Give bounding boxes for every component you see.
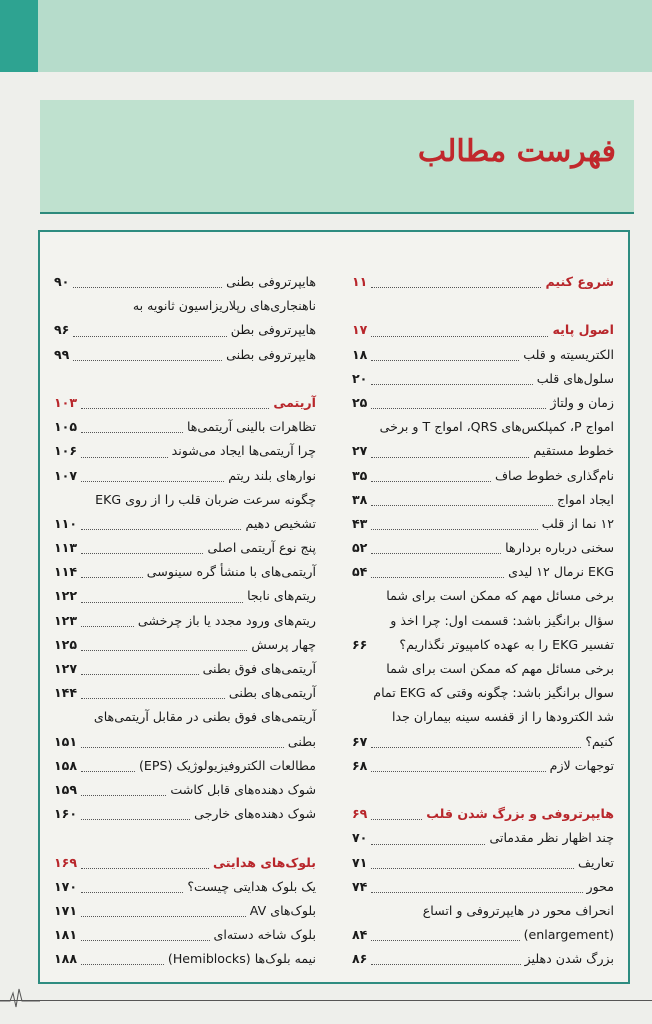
- toc-page-number: ۳۸: [352, 491, 368, 507]
- toc-entry-title: تعاریف: [577, 854, 614, 870]
- toc-section-heading[interactable]: [352, 270, 614, 294]
- toc-entry-title: نوارهای بلند ریتم: [228, 467, 316, 483]
- toc-page-number: ۱۷۰: [54, 878, 78, 894]
- toc-entry-title: تفسیر EKG را به عهده کامپیوتر نگذاریم؟: [399, 636, 614, 652]
- toc-frame: [38, 230, 630, 984]
- toc-entry-title: (enlargement): [523, 927, 614, 943]
- toc-entry-title: اصول پایه: [552, 322, 614, 338]
- toc-page-number: ۱۸۱: [54, 927, 78, 943]
- toc-page-number: ۷۴: [352, 878, 368, 894]
- toc-entry-title: شروع کنیم: [545, 274, 614, 289]
- toc-page-number: ۶۸: [352, 757, 368, 773]
- toc-entry-title: ایجاد امواج: [557, 491, 614, 507]
- toc-page-number: ۱۲۲: [54, 588, 78, 604]
- toc-entry-title: هایپرتروفی و بزرگ شدن قلب: [426, 806, 614, 822]
- toc-leader-dots: [81, 505, 241, 530]
- toc-leader-dots: [371, 723, 581, 748]
- toc-leader-dots: [81, 795, 190, 820]
- toc-page-number: ۷۱: [352, 854, 368, 870]
- toc-page-number: ۹۹: [54, 346, 70, 362]
- toc-entry-title: بطنی: [287, 733, 316, 749]
- toc-entry-title: شوک دهنده‌های خارجی: [194, 806, 316, 822]
- toc-leader-dots: [371, 747, 546, 772]
- toc-entry-title: آریتمی‌های با منشأ گره سینوسی: [146, 564, 316, 580]
- toc-entry-title: چگونه سرعت ضربان قلب را از روی EKG: [95, 491, 316, 507]
- toc-entry-title: ریتم‌های نابجا: [247, 588, 316, 604]
- toc-leader-dots: [81, 553, 143, 578]
- toc-entry-title: سوال برانگیز باشد: چگونه وقتی که EKG تمام: [373, 685, 614, 701]
- toc-entry-title: آریتمی‌های فوق بطنی: [202, 661, 316, 676]
- left-accent-strip: [0, 0, 38, 72]
- toc-entry[interactable]: [54, 270, 316, 294]
- toc-leader-dots: [371, 553, 504, 578]
- toc-page-number: ۱۴۴: [54, 685, 78, 701]
- toc-entry[interactable]: [352, 754, 614, 778]
- toc-entry-title: برخی مسائل مهم که ممکن است برای شما: [386, 588, 614, 604]
- toc-leader-dots: [371, 311, 548, 336]
- toc-leader-dots: [81, 892, 246, 917]
- toc-entry-title: سخنی درباره بردارها: [505, 540, 614, 556]
- toc-entry-title: امواج P، کمپلکس‌های QRS، امواج T و برخی: [379, 419, 614, 435]
- toc-entry-title: چند اظهار نظر مقدماتی: [489, 830, 614, 846]
- toc-entry-title: خطوط مستقیم: [533, 443, 614, 459]
- toc-entry[interactable]: [352, 657, 614, 681]
- toc-entry[interactable]: [352, 681, 614, 705]
- toc-leader-dots: [73, 336, 222, 361]
- toc-leader-dots: [371, 336, 519, 361]
- toc-page-number: ۴۳: [352, 515, 368, 531]
- toc-page-number: ۸۴: [352, 927, 368, 943]
- toc-entry[interactable]: [54, 464, 316, 488]
- toc-right-column: [352, 270, 614, 971]
- toc-entry-title: انحراف محور در هایپرتروفی و اتساع: [422, 902, 614, 918]
- toc-entry[interactable]: [54, 947, 316, 971]
- toc-leader-dots: [371, 360, 533, 385]
- toc-leader-dots: [81, 602, 134, 627]
- toc-page-number: ۲۷: [352, 443, 368, 459]
- toc-leader-dots: [73, 263, 222, 288]
- toc-entry[interactable]: [352, 947, 614, 971]
- toc-entry-title: ریتم‌های ورود مجدد یا باز چرخشی: [137, 612, 316, 628]
- toc-entry-title: هایپرتروفی بطنی: [226, 346, 316, 362]
- title-divider: [40, 212, 634, 214]
- toc-entry-title: بزرگ شدن دهلیز: [524, 951, 614, 967]
- toc-leader-dots: [73, 311, 227, 336]
- toc-entry[interactable]: [352, 633, 614, 657]
- toc-leader-dots: [371, 481, 553, 506]
- toc-page-number: ۵۲: [352, 540, 368, 556]
- toc-leader-dots: [371, 940, 521, 965]
- toc-entry[interactable]: [352, 875, 614, 899]
- toc-leader-dots: [371, 916, 520, 941]
- toc-entry[interactable]: [54, 343, 316, 367]
- toc-page-number: ۱۰۵: [54, 419, 78, 435]
- toc-leader-dots: [371, 432, 529, 457]
- toc-leader-dots: [81, 457, 224, 482]
- toc-leader-dots: [81, 432, 168, 457]
- toc-leader-dots: [371, 384, 546, 409]
- toc-leader-dots: [81, 577, 243, 602]
- toc-entry-title: یک بلوک هدایتی چیست؟: [187, 878, 316, 894]
- toc-leader-dots: [81, 650, 199, 675]
- toc-entry-title: نیمه بلوک‌ها (Hemiblocks): [167, 951, 316, 967]
- toc-entry-title: چرا آریتمی‌ها ایجاد می‌شوند: [171, 443, 316, 459]
- toc-entry-title: آریتمی‌های فوق بطنی در مقابل آریتمی‌های: [93, 709, 316, 725]
- toc-entry-title: هایپرتروفی بطنی: [226, 274, 316, 289]
- toc-entry-title: سلول‌های قلب: [536, 370, 614, 386]
- toc-left-column: [54, 270, 316, 971]
- toc-page-number: ۱۰۶: [54, 443, 78, 459]
- toc-leader-dots: [81, 844, 209, 869]
- toc-page-number: ۷۰: [352, 830, 368, 846]
- toc-entry-title: شوک دهنده‌های قابل کاشت: [170, 781, 316, 797]
- toc-entry[interactable]: [54, 681, 316, 705]
- toc-leader-dots: [371, 457, 491, 482]
- toc-leader-dots: [81, 771, 166, 796]
- toc-entry-title: بلوک‌های AV: [249, 902, 316, 918]
- toc-page-number: ۵۴: [352, 564, 368, 580]
- toc-entry-title: آریتمی‌های بطنی: [228, 685, 316, 701]
- toc-page-number: ۱۷: [352, 322, 368, 338]
- toc-page-number: ۹۶: [54, 322, 70, 338]
- toc-entry-title: برخی مسائل مهم که ممکن است برای شما: [386, 661, 614, 676]
- toc-entry-title: نام‌گذاری خطوط صاف: [494, 467, 614, 483]
- toc-page-number: ۱۶۰: [54, 806, 78, 822]
- toc-leader-dots: [81, 674, 225, 699]
- toc-page-number: ۱۰۳: [54, 394, 78, 410]
- bottom-rule: [0, 1000, 652, 1001]
- toc-entry-title: کنیم؟: [585, 733, 614, 749]
- toc-entry-title: بلوک‌های هدایتی: [213, 854, 316, 870]
- toc-page-number: ۶۷: [352, 733, 368, 749]
- toc-page-number: ۲۵: [352, 394, 368, 410]
- toc-page-number: ۲۰: [352, 370, 368, 386]
- toc-page-number: ۱۱۳: [54, 540, 78, 556]
- toc-entry-title: چهار پرسش: [251, 636, 316, 652]
- toc-entry-title: تشخیص دهیم: [245, 515, 316, 531]
- toc-leader-dots: [81, 408, 183, 433]
- toc-leader-dots: [371, 263, 541, 288]
- toc-entry-title: زمان و ولتاژ: [550, 394, 614, 410]
- toc-page-number: ۶۹: [352, 806, 368, 822]
- toc-leader-dots: [371, 819, 485, 844]
- toc-entry-title: آریتمی: [273, 394, 316, 410]
- toc-page-number: ۸۶: [352, 951, 368, 967]
- toc-entry-title: هایپرتروفی بطن: [230, 322, 316, 338]
- toc-page-number: ۱۵۹: [54, 781, 78, 797]
- title-banner: [40, 100, 634, 212]
- toc-page-number: ۱۰۷: [54, 467, 78, 483]
- toc-entry[interactable]: [352, 584, 614, 608]
- toc-entry[interactable]: [54, 802, 316, 826]
- toc-entry-title: الکتریسیته و قلب: [523, 346, 614, 362]
- toc-leader-dots: [81, 529, 203, 554]
- toc-page-number: ۱۶۹: [54, 854, 78, 870]
- toc-entry[interactable]: [352, 609, 614, 633]
- toc-page-number: ۱۵۱: [54, 733, 78, 749]
- toc-leader-dots: [371, 868, 583, 893]
- toc-page-number: ۶۶: [352, 636, 368, 652]
- toc-page-number: ۱۸: [352, 346, 368, 362]
- toc-entry-title: سؤال برانگیز باشد: قسمت اول: چرا اخذ و: [390, 612, 614, 628]
- toc-entry-title: پنج نوع آریتمی اصلی: [207, 540, 316, 556]
- toc-leader-dots: [81, 916, 210, 941]
- page-title: فهرست مطالب: [417, 134, 616, 169]
- toc-leader-dots: [81, 626, 247, 651]
- toc-page-number: ۱۵۸: [54, 757, 78, 773]
- toc-entry-title: بلوک شاخه دسته‌ای: [213, 927, 316, 943]
- toc-entry-title: EKG نرمال ۱۲ لیدی: [508, 564, 614, 580]
- toc-leader-dots: [371, 529, 501, 554]
- toc-leader-dots: [81, 723, 284, 748]
- toc-page-number: ۱۱۴: [54, 564, 78, 580]
- toc-leader-dots: [371, 795, 422, 820]
- toc-leader-dots: [371, 505, 538, 530]
- toc-page-number: ۱۱۰: [54, 515, 78, 531]
- toc-leader-dots: [81, 747, 135, 772]
- toc-leader-dots: [81, 940, 164, 965]
- toc-entry-title: توجهات لازم: [549, 757, 614, 773]
- toc-page-number: ۱۱: [352, 274, 368, 289]
- toc-entry[interactable]: [352, 391, 614, 415]
- toc-entry-title: مطالعات الکتروفیزیولوژیک (EPS): [138, 757, 316, 773]
- toc-page-number: ۳۵: [352, 467, 368, 483]
- top-color-band: [0, 0, 652, 72]
- toc-page-number: ۹۰: [54, 274, 70, 289]
- toc-entry-title: ۱۲ نما از قلب: [541, 515, 614, 531]
- toc-entry-title: محور: [586, 878, 614, 894]
- toc-page-number: ۱۷۱: [54, 902, 78, 918]
- toc-leader-dots: [81, 868, 183, 893]
- toc-leader-dots: [371, 844, 574, 869]
- toc-entry-title: تظاهرات بالینی آریتمی‌ها: [186, 419, 316, 435]
- toc-entry[interactable]: [352, 560, 614, 584]
- toc-page-number: ۱۲۳: [54, 612, 78, 628]
- toc-leader-dots: [81, 384, 269, 409]
- toc-page-number: ۱۲۷: [54, 661, 78, 676]
- toc-page-number: ۱۲۵: [54, 636, 78, 652]
- toc-entry-title: شد الکترودها را از قفسه سینه بیماران جدا: [392, 709, 614, 725]
- toc-entry-title: ناهنجاری‌های رپلاریزاسیون ثانویه به: [132, 298, 316, 314]
- toc-page-number: ۱۸۸: [54, 951, 78, 967]
